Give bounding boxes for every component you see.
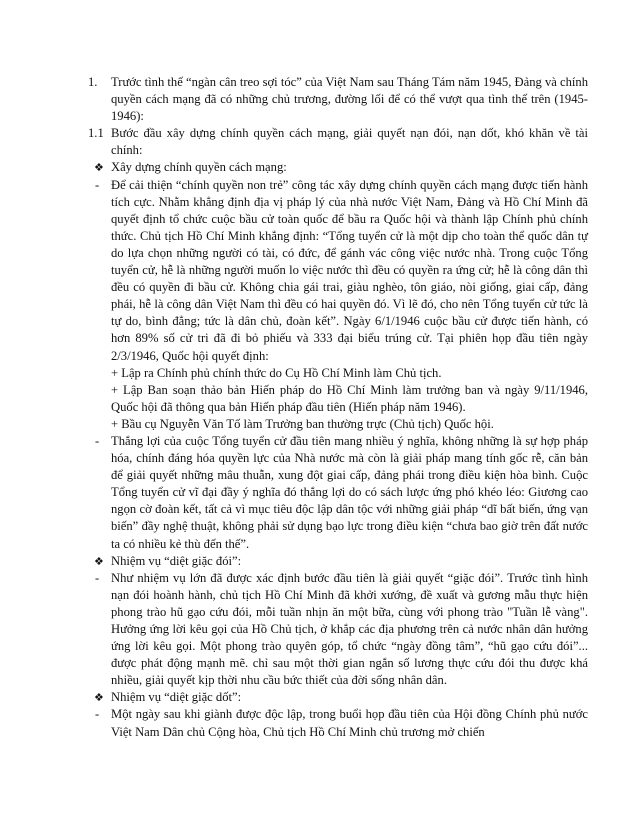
bullet-text: Xây dựng chính quyền cách mạng: [111,160,287,175]
bullet-xay-dung-chinh-quyen [92,159,588,176]
paragraph-y-nghia [92,433,588,553]
paragraph-text: Để cải thiện “chính quyền non trẻ” công tác xây dựng chính quyền cách mạng được tiến hành tích cực. Nhằm khẳng định địa vị pháp lý của nhà nước Việt Nam, Đảng và Hồ Chí Minh đã quyết định tổ chức cuộc bầu cử toàn quốc để bầu ra Quốc hội và thành lập Chính phủ chính thức. Chủ tịch Hồ Chí Minh khẳng định: “Tổng tuyển cử là một dịp cho toàn thể quốc dân tự do lựa chọn những người có tài, có đức, để gánh vác công việc nước nhà. Trong cuộc Tổng tuyển cử, hễ là những người muốn lo việc nước thì đều có quyền ra ứng cử; hễ là công dân thì đều có quyền đi bầu cử. Không chia gái trai, giàu nghèo, tôn giáo, nòi giống, giai cấp, đảng phái, hễ là công dân Việt Nam thì đều có hai quyền đó. Vì lẽ đó, cho nên Tổng tuyển cử tức là tự do, bình đẳng; tức là dân chủ, đoàn kết”. Ngày 6/1/1946 cuộc bầu cử được tiến hành, có hơn 89% số cử tri đã đi bỏ phiếu và 333 đại biểu trúng cử. Tại phiên họp đầu tiên ngày 2/3/1946, Quốc hội quyết định: [111,177,588,363]
heading-1-1 [88,125,588,159]
dash-marker: - [95,177,100,192]
diamond-bullet-icon: ❖ [94,161,104,175]
paragraph-text: Thắng lợi của cuộc Tổng tuyển cử đầu tiên mang nhiều ý nghĩa, không những là sự hợp pháp hóa, chính đáng hóa quyền lực của Nhà nước mà còn là giải pháp mang tính gốc rễ, căn bản để giải quyết những mâu thuẫn, xung đột giai cấp, đảng phái trong điều kiện hòa bình. Cuộc Tổng tuyển cử vĩ đại đầy ý nghĩa đó thắng lợi do có sách lược ứng phó khéo léo: Giương cao ngọn cờ đoàn kết, tất cả vì mục tiêu độc lập dân tộc với những giải pháp “dĩ bất biến, ứng vạn biến” đầy nghệ thuật, không phải sử dụng bạo lực trong điều kiện “chưa bao giờ trên đất nước ta có nhiều kẻ thù đến thế”. [111,433,588,551]
bullet-text: Nhiệm vụ “diệt giặc đói”: [111,553,242,568]
dash-marker: - [95,707,100,722]
dash-marker: - [95,433,100,448]
plus-item-hien-phap: + Lập Ban soạn thảo bản Hiến pháp do Hồ Chí Minh làm trưởng ban và ngày 9/11/1946, Quốc hội đã thông qua bản Hiến pháp đầu tiên (Hiến pháp năm 1946). [111,382,588,414]
bullet-diet-giac-doi [92,553,588,570]
bullet-diet-giac-dot [92,689,588,706]
diamond-bullet-icon: ❖ [94,554,104,568]
heading-1-1-text: Bước đầu xây dựng chính quyền cách mạng, giải quyết nạn đói, nạn dốt, khó khăn về tài chính: [111,126,588,158]
heading-1-number: 1. [88,75,98,89]
paragraph-tong-tuyen-cu [92,177,588,365]
paragraph-giac-dot [92,706,588,740]
paragraph-giac-doi [92,570,588,690]
heading-1-text: Trước tình thế “ngàn cân treo sợi tóc” của Việt Nam sau Tháng Tám năm 1945, Đảng và chính quyền cách mạng đã có những chủ trương, đường lối để có thể vượt qua tình thế trên (1945-1946): [111,75,588,124]
paragraph-text: Như nhiệm vụ lớn đã được xác định bước đầu tiên là giải quyết “giặc đói”. Trước tình hình nạn đói hoành hành, chủ tịch Hồ Chí Minh đã khởi xướng, đề xuất và gương mẫu thực hiện phong trào hũ gạo cứu đói, mỗi tuần nhịn ăn một bữa, cùng với phong trào "Tuần lễ vàng". Hưởng ứng lời kêu gọi của Hồ Chủ tịch, ở khắp các địa phương trên cả nước nhân dân hưởng ứng lời kêu gọi. Một phong trào quyên góp, tổ chức “ngày đồng tâm”, “hũ gạo cứu đói”... được phát động mạnh mẽ. chỉ sau một thời gian ngắn số lương thực cứu đói thu được khá nhiều, giải quyết kịp thời nhu cầu bức thiết của đời sống nhân dân. [111,570,588,688]
paragraph-text: Một ngày sau khi giành được độc lập, trong buổi họp đầu tiên của Hội đồng Chính phủ nước Việt Nam Dân chủ Cộng hòa, Chủ tịch Hồ Chí Minh chủ trương mở chiến [111,707,588,739]
diamond-bullet-icon: ❖ [94,691,104,705]
plus-item-chinh-phu: + Lập ra Chính phủ chính thức do Cụ Hồ Chí Minh làm Chủ tịch. [111,365,442,380]
dash-marker: - [95,570,100,585]
plus-item-quoc-hoi: + Bầu cụ Nguyễn Văn Tố làm Trưởng ban thường trực (Chủ tịch) Quốc hội. [111,416,494,431]
bullet-text: Nhiệm vụ “diệt giặc dốt”: [111,690,242,705]
heading-1 [88,74,588,125]
heading-1-1-number: 1.1 [88,126,104,141]
